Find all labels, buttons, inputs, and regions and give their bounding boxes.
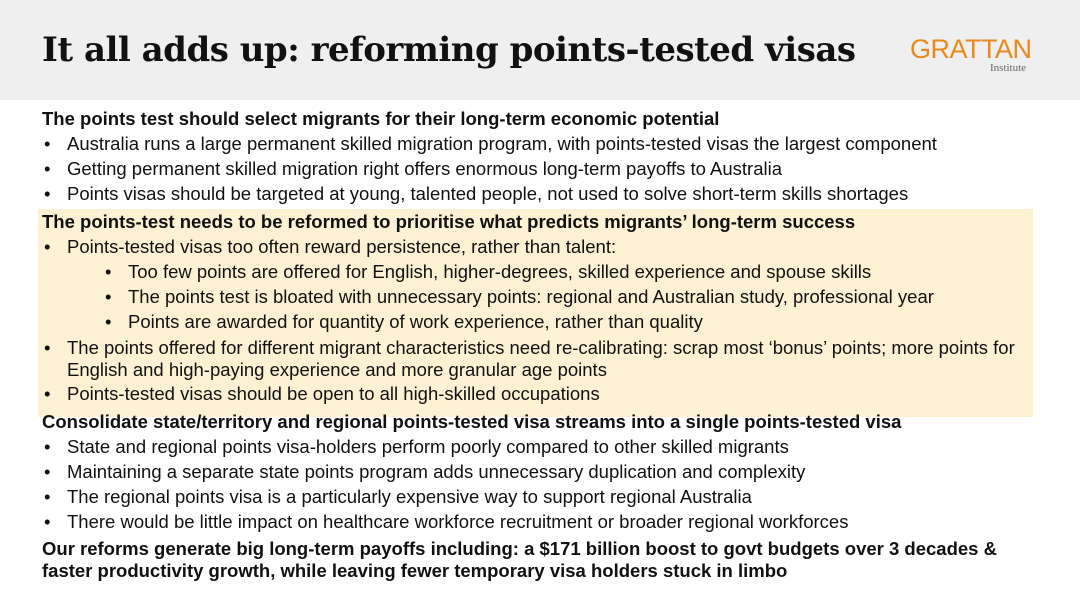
list-item: • Points-tested visas should be open to all high-skilled occupations <box>42 381 1072 406</box>
grattan-logo <box>910 34 1040 78</box>
sub-list-item: • Too few points are offered for English, higher-degrees, skilled experience and spouse skills <box>103 259 1072 284</box>
list-item: • The regional points visa is a particularly expensive way to support regional Australia <box>42 484 1072 509</box>
list-item: • Points-tested visas too often reward persistence, rather than talent: <box>42 234 1072 259</box>
section-points-test-purpose <box>42 107 1072 206</box>
page-title: It all adds up: reforming points-tested visas <box>42 30 856 70</box>
section-consolidate-streams <box>42 410 1072 534</box>
list-item: • Maintaining a separate state points program adds unnecessary duplication and complexity <box>42 459 1072 484</box>
logo-wordmark: GRATTAN <box>910 34 1032 64</box>
list-item: • The points offered for different migrant characteristics need re-calibrating: scrap most ‘bonus’ points; more points for English and high-paying experience and more granular age points <box>42 337 1072 381</box>
bullet-list <box>42 434 1072 534</box>
section-points-test-reform <box>42 210 1072 406</box>
section-heading: Consolidate state/territory and regional points-tested visa streams into a single points-tested visa <box>42 411 902 432</box>
bullet-list <box>42 337 1072 406</box>
list-item: • Australia runs a large permanent skilled migration program, with points-tested visas the largest component <box>42 131 1072 156</box>
sub-list-item: • The points test is bloated with unnecessary points: regional and Australian study, professional year <box>103 284 1072 309</box>
list-item: • Getting permanent skilled migration right offers enormous long-term payoffs to Australia <box>42 156 1072 181</box>
header-bar <box>0 0 1080 100</box>
list-item: • Points visas should be targeted at young, talented people, not used to solve short-term skills shortages <box>42 181 1072 206</box>
slide-content <box>42 107 1072 582</box>
sub-bullet-list <box>42 259 1072 334</box>
sub-list-item: • Points are awarded for quantity of work experience, rather than quality <box>103 309 1072 334</box>
bullet-list <box>42 234 1072 259</box>
list-item: • There would be little impact on healthcare workforce recruitment or broader regional workforces <box>42 509 1072 534</box>
section-heading: The points test should select migrants for their long-term economic potential <box>42 108 720 129</box>
logo-subtitle: Institute <box>990 62 1027 74</box>
list-item: • State and regional points visa-holders perform poorly compared to other skilled migrants <box>42 434 1072 459</box>
conclusion-text: Our reforms generate big long-term payoffs including: a $171 billion boost to govt budgets over 3 decades & faster productivity growth, while leaving fewer temporary visa holders stuck in limbo <box>42 538 997 581</box>
section-conclusion <box>42 538 1072 582</box>
section-heading: The points-test needs to be reformed to prioritise what predicts migrants’ long-term success <box>42 211 856 232</box>
bullet-list <box>42 131 1072 206</box>
